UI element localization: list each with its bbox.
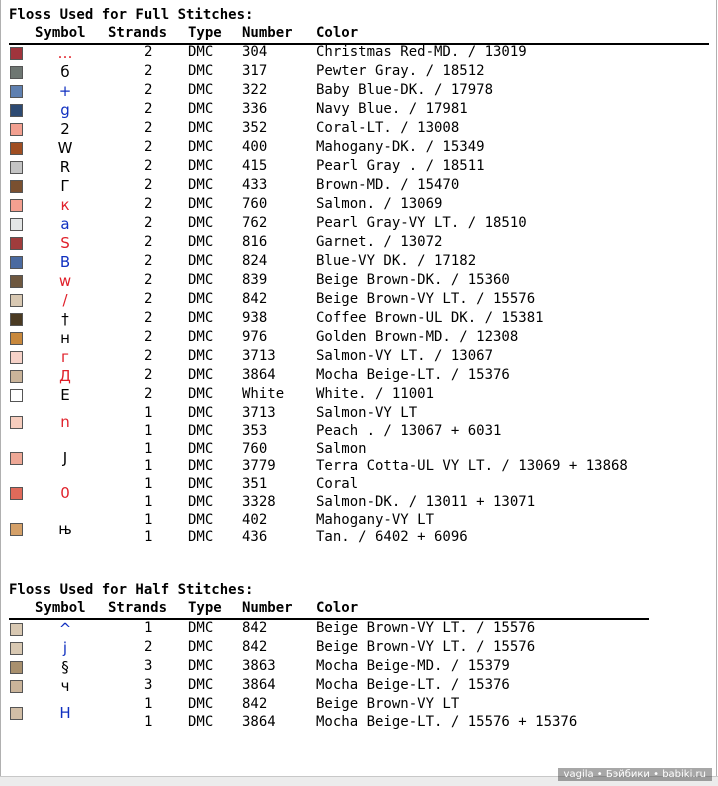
color-swatch xyxy=(10,487,23,500)
stitch-symbol: W xyxy=(57,139,73,157)
floss-row xyxy=(0,310,718,329)
stitch-symbol: j xyxy=(62,639,68,657)
color-name-cell: Mocha Beige-MD. / 15379 xyxy=(316,658,510,674)
color-swatch xyxy=(10,623,23,636)
floss-row xyxy=(0,234,718,253)
header-color: Color xyxy=(316,25,359,41)
stitch-symbol: … xyxy=(57,44,73,62)
floss-row xyxy=(0,253,718,272)
color-name-cell: Christmas Red-MD. / 13019 xyxy=(316,44,527,60)
color-swatch xyxy=(10,680,23,693)
strands: 1 xyxy=(144,620,153,636)
floss-row xyxy=(0,215,718,234)
floss-row xyxy=(0,329,718,348)
header-color: Color xyxy=(316,600,359,616)
strands: 2 xyxy=(144,215,153,231)
color-swatch xyxy=(10,332,23,345)
stitch-symbol: H xyxy=(59,704,71,722)
strands: 3 xyxy=(144,658,153,674)
type-cell: DMC xyxy=(188,511,214,528)
color-name-cell: Salmon-VY LT. / 13067 xyxy=(316,348,494,364)
type-cell: DMC xyxy=(188,529,214,546)
strands: 2 xyxy=(144,386,153,402)
strands: 2 xyxy=(144,44,153,60)
floss-row xyxy=(0,658,718,677)
number-cell: 762 xyxy=(242,215,268,231)
floss-row xyxy=(0,620,718,639)
number-cell: 842 xyxy=(242,696,268,712)
strands: 2 xyxy=(144,139,153,155)
strands: 1 xyxy=(144,405,153,421)
stitch-symbol: B xyxy=(59,253,71,271)
number-cell: 842 xyxy=(242,291,268,307)
type-cell: DMC xyxy=(188,101,214,117)
color-name-cell: Peach . / 13067 + 6031 xyxy=(316,422,502,439)
number-cell: 436 xyxy=(242,529,268,546)
type-cell: DMC xyxy=(188,139,214,155)
type-cell: DMC xyxy=(188,658,214,674)
stitch-symbol: њ xyxy=(58,519,72,538)
strands: 1 xyxy=(144,713,153,730)
color-name-cell: Tan. / 6402 + 6096 xyxy=(316,529,468,546)
strands: 1 xyxy=(144,440,153,457)
number-cell: 304 xyxy=(242,44,268,60)
type-cell: DMC xyxy=(188,696,214,712)
header-number: Number xyxy=(242,600,293,616)
stitch-symbol: ^ xyxy=(58,620,72,638)
type-cell: DMC xyxy=(188,63,214,79)
type-cell: DMC xyxy=(188,158,214,174)
stitch-symbol: / xyxy=(62,291,68,309)
color-name-cell: Pearl Gray . / 18511 xyxy=(316,158,485,174)
header-type: Type xyxy=(188,25,222,41)
type-cell: DMC xyxy=(188,215,214,231)
color-name-cell: White. / 11001 xyxy=(316,386,435,402)
stitch-symbol: к xyxy=(60,196,70,214)
color-name-cell: Mahogany-DK. / 15349 xyxy=(316,139,485,155)
stitch-symbol: 2 xyxy=(60,120,70,138)
color-name-cell: Mocha Beige-LT. / 15376 xyxy=(316,367,510,383)
number-cell: 3779 xyxy=(242,458,276,475)
number-cell: 400 xyxy=(242,139,268,155)
blend-row xyxy=(0,476,718,511)
strands: 1 xyxy=(144,422,153,439)
floss-row xyxy=(0,196,718,215)
color-swatch xyxy=(10,389,23,402)
blend-row xyxy=(0,512,718,547)
type-cell: DMC xyxy=(188,677,214,693)
color-name-cell: Golden Brown-MD. / 12308 xyxy=(316,329,519,345)
strands: 2 xyxy=(144,82,153,98)
color-name-cell: Coral-LT. / 13008 xyxy=(316,120,460,136)
color-swatch xyxy=(10,85,23,98)
color-swatch xyxy=(10,142,23,155)
number-cell: 760 xyxy=(242,440,268,457)
header-strands: Strands xyxy=(108,600,168,616)
color-name-cell: Beige Brown-VY LT. / 15576 xyxy=(316,291,536,307)
stitch-symbol: б xyxy=(60,63,70,81)
strands: 2 xyxy=(144,348,153,364)
number-cell: 976 xyxy=(242,329,268,345)
header-strands: Strands xyxy=(108,25,168,41)
stitch-symbol: + xyxy=(58,82,72,100)
strands: 2 xyxy=(144,158,153,174)
stitch-symbol: н xyxy=(60,329,70,347)
color-swatch xyxy=(10,123,23,136)
floss-row xyxy=(0,386,718,405)
type-cell: DMC xyxy=(188,458,214,475)
number-cell: 816 xyxy=(242,234,268,250)
full-stitches-title: Floss Used for Full Stitches: xyxy=(9,7,254,23)
number-cell: 3713 xyxy=(242,405,276,421)
color-name-cell: Blue-VY DK. / 17182 xyxy=(316,253,477,269)
number-cell: 842 xyxy=(242,639,268,655)
color-name-cell: Salmon. / 13069 xyxy=(316,196,443,212)
strands: 3 xyxy=(144,677,153,693)
color-name-cell: Salmon xyxy=(316,440,367,457)
strands: 2 xyxy=(144,329,153,345)
color-swatch xyxy=(10,275,23,288)
type-cell: DMC xyxy=(188,348,214,364)
number-cell: 352 xyxy=(242,120,268,136)
stitch-symbol: † xyxy=(61,310,69,328)
color-name-cell: Pearl Gray-VY LT. / 18510 xyxy=(316,215,527,231)
strands: 2 xyxy=(144,63,153,79)
stitch-symbol: w xyxy=(58,272,72,290)
color-name-cell: Baby Blue-DK. / 17978 xyxy=(316,82,494,98)
type-cell: DMC xyxy=(188,386,214,402)
type-cell: DMC xyxy=(188,620,214,636)
color-name-cell: Beige Brown-VY LT. / 15576 xyxy=(316,620,536,636)
stitch-symbol: г xyxy=(61,348,69,366)
color-swatch xyxy=(10,416,23,429)
stitch-symbol: ч xyxy=(60,677,70,695)
color-swatch xyxy=(10,370,23,383)
type-cell: DMC xyxy=(188,713,214,730)
color-swatch xyxy=(10,104,23,117)
number-cell: 317 xyxy=(242,63,268,79)
color-name-cell: Beige Brown-VY LT. / 15576 xyxy=(316,639,536,655)
type-cell: DMC xyxy=(188,493,214,510)
color-name-cell: Mocha Beige-LT. / 15576 + 15376 xyxy=(316,713,578,730)
number-cell: 824 xyxy=(242,253,268,269)
number-cell: 3863 xyxy=(242,658,276,674)
color-name-cell: Garnet. / 13072 xyxy=(316,234,443,250)
type-cell: DMC xyxy=(188,329,214,345)
strands: 1 xyxy=(144,476,153,492)
strands: 1 xyxy=(144,696,153,712)
color-name-cell: Beige Brown-DK. / 15360 xyxy=(316,272,510,288)
strands: 2 xyxy=(144,291,153,307)
number-cell: 3864 xyxy=(242,713,276,730)
floss-row xyxy=(0,677,718,696)
blend-row xyxy=(0,441,718,476)
color-name-cell: Mahogany-VY LT xyxy=(316,511,435,528)
color-name-cell: Coffee Brown-UL DK. / 15381 xyxy=(316,310,544,326)
floss-row xyxy=(0,177,718,196)
color-swatch xyxy=(10,66,23,79)
strands: 2 xyxy=(144,639,153,655)
type-cell: DMC xyxy=(188,291,214,307)
stitch-symbol: S xyxy=(60,234,70,252)
strands: 2 xyxy=(144,196,153,212)
color-swatch xyxy=(10,523,23,536)
strands: 2 xyxy=(144,367,153,383)
type-cell: DMC xyxy=(188,476,214,492)
stitch-symbol: E xyxy=(60,386,70,404)
header-symbol: Symbol xyxy=(35,600,86,616)
number-cell: 336 xyxy=(242,101,268,117)
number-cell: 322 xyxy=(242,82,268,98)
stitch-symbol: n xyxy=(60,413,70,431)
color-name-cell: Terra Cotta-UL VY LT. / 13069 + 13868 xyxy=(316,458,628,475)
number-cell: 842 xyxy=(242,620,268,636)
strands: 2 xyxy=(144,253,153,269)
floss-row xyxy=(0,63,718,82)
type-cell: DMC xyxy=(188,639,214,655)
number-cell: 839 xyxy=(242,272,268,288)
type-cell: DMC xyxy=(188,310,214,326)
strands: 2 xyxy=(144,120,153,136)
number-cell: White xyxy=(242,386,285,402)
color-swatch xyxy=(10,47,23,60)
type-cell: DMC xyxy=(188,120,214,136)
header-symbol: Symbol xyxy=(35,25,86,41)
color-swatch xyxy=(10,642,23,655)
type-cell: DMC xyxy=(188,367,214,383)
color-name-cell: Pewter Gray. / 18512 xyxy=(316,63,485,79)
strands: 2 xyxy=(144,234,153,250)
floss-row xyxy=(0,639,718,658)
half-stitches-title: Floss Used for Half Stitches: xyxy=(9,582,254,598)
floss-row xyxy=(0,120,718,139)
color-swatch xyxy=(10,218,23,231)
floss-row xyxy=(0,291,718,310)
strands: 1 xyxy=(144,511,153,528)
header-type: Type xyxy=(188,600,222,616)
color-name-cell: Navy Blue. / 17981 xyxy=(316,101,468,117)
color-name-cell: Salmon-DK. / 13011 + 13071 xyxy=(316,493,536,510)
color-swatch xyxy=(10,294,23,307)
strands: 2 xyxy=(144,272,153,288)
floss-row xyxy=(0,101,718,120)
stitch-symbol: g xyxy=(60,101,70,119)
type-cell: DMC xyxy=(188,253,214,269)
number-cell: 3864 xyxy=(242,677,276,693)
color-name-cell: Salmon-VY LT xyxy=(316,405,418,421)
number-cell: 353 xyxy=(242,422,268,439)
stitch-symbol: Г xyxy=(60,177,70,195)
floss-row xyxy=(0,367,718,386)
stitch-symbol: J xyxy=(62,448,68,467)
strands: 2 xyxy=(144,101,153,117)
strands: 1 xyxy=(144,458,153,475)
number-cell: 760 xyxy=(242,196,268,212)
color-swatch xyxy=(10,237,23,250)
number-cell: 415 xyxy=(242,158,268,174)
type-cell: DMC xyxy=(188,405,214,421)
number-cell: 938 xyxy=(242,310,268,326)
color-swatch xyxy=(10,256,23,269)
blend-row xyxy=(0,405,718,440)
type-cell: DMC xyxy=(188,440,214,457)
stitch-symbol: R xyxy=(59,158,71,176)
color-swatch xyxy=(10,351,23,364)
strands: 1 xyxy=(144,529,153,546)
number-cell: 402 xyxy=(242,511,268,528)
strands: 2 xyxy=(144,177,153,193)
header-number: Number xyxy=(242,25,293,41)
type-cell: DMC xyxy=(188,234,214,250)
color-swatch xyxy=(10,161,23,174)
strands: 2 xyxy=(144,310,153,326)
color-name-cell: Mocha Beige-LT. / 15376 xyxy=(316,677,510,693)
floss-row xyxy=(0,82,718,101)
stitch-symbol: Д xyxy=(59,367,71,385)
number-cell: 3328 xyxy=(242,493,276,510)
strands: 1 xyxy=(144,493,153,510)
color-swatch xyxy=(10,180,23,193)
number-cell: 433 xyxy=(242,177,268,193)
floss-row xyxy=(0,272,718,291)
color-swatch xyxy=(10,707,23,720)
color-swatch xyxy=(10,313,23,326)
type-cell: DMC xyxy=(188,196,214,212)
floss-row xyxy=(0,44,718,63)
number-cell: 3864 xyxy=(242,367,276,383)
floss-row xyxy=(0,139,718,158)
type-cell: DMC xyxy=(188,44,214,60)
stitch-symbol: 0 xyxy=(60,484,70,502)
color-name-cell: Brown-MD. / 15470 xyxy=(316,177,460,193)
stitch-symbol: a xyxy=(60,215,70,233)
type-cell: DMC xyxy=(188,177,214,193)
watermark: vagila • Бэйбики • babiki.ru xyxy=(558,768,712,781)
color-name-cell: Coral xyxy=(316,476,359,492)
color-swatch xyxy=(10,661,23,674)
type-cell: DMC xyxy=(188,82,214,98)
type-cell: DMC xyxy=(188,422,214,439)
blend-row xyxy=(0,696,718,731)
floss-row xyxy=(0,158,718,177)
number-cell: 351 xyxy=(242,476,268,492)
color-swatch xyxy=(10,199,23,212)
floss-row xyxy=(0,348,718,367)
number-cell: 3713 xyxy=(242,348,276,364)
color-swatch xyxy=(10,452,23,465)
stitch-symbol: § xyxy=(61,658,69,676)
type-cell: DMC xyxy=(188,272,214,288)
color-name-cell: Beige Brown-VY LT xyxy=(316,696,460,712)
